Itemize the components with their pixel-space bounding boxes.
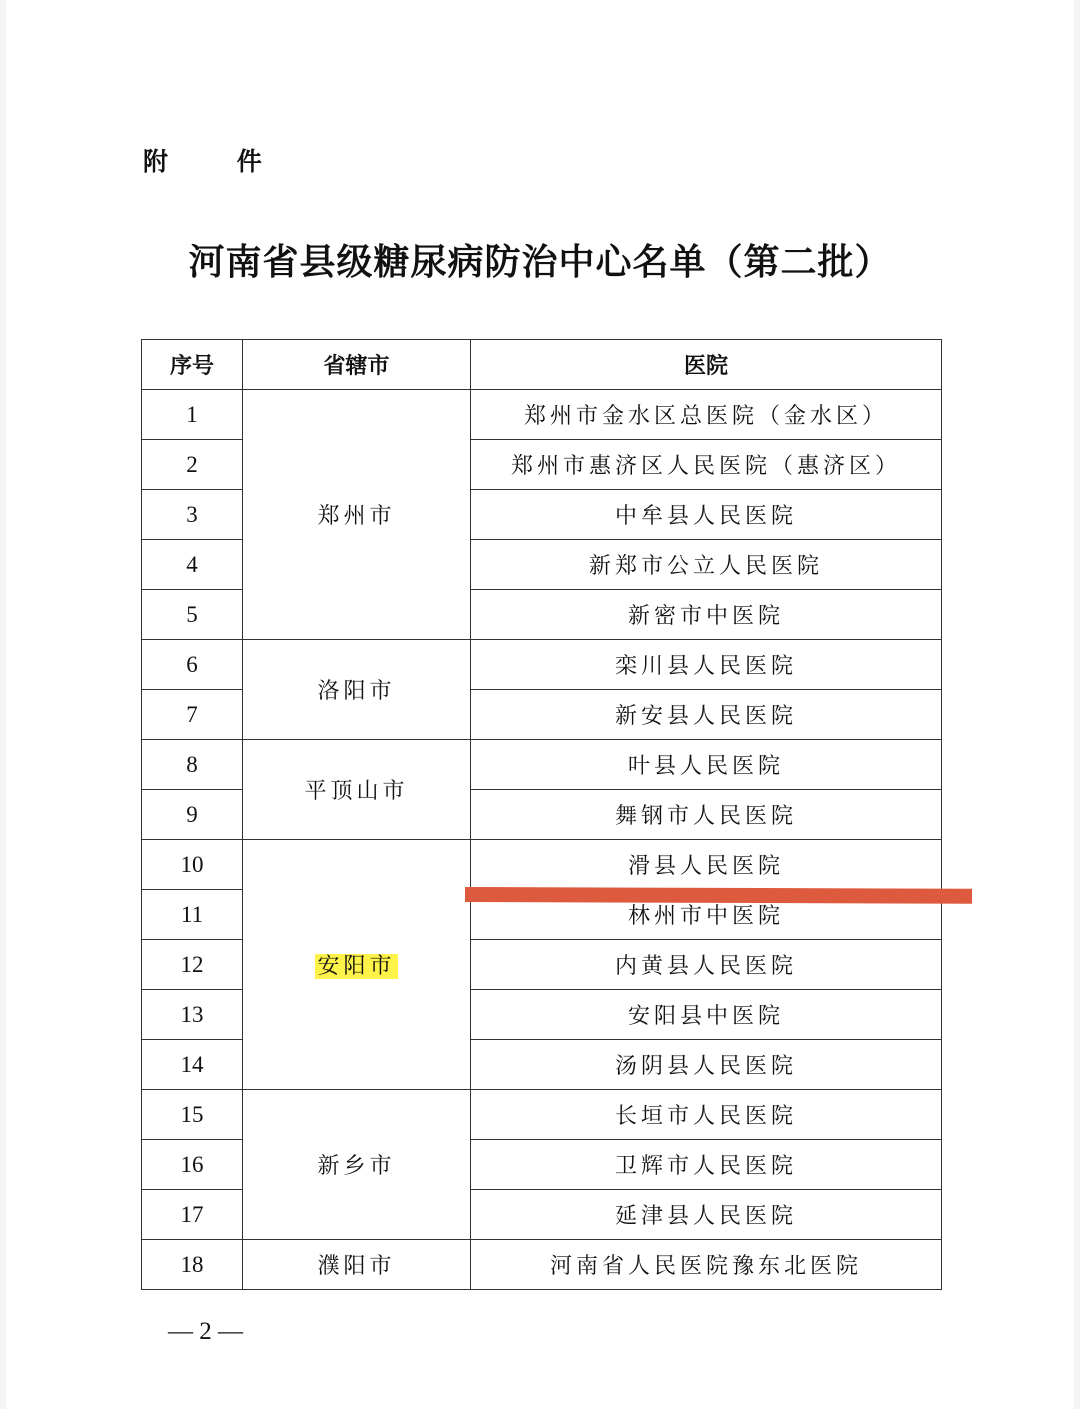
serial-number: 6 [142, 640, 243, 690]
serial-number: 14 [142, 1040, 243, 1090]
hospital-name: 新安县人民医院 [471, 690, 942, 740]
serial-number: 7 [142, 690, 243, 740]
header-serial-number: 序号 [142, 340, 243, 390]
serial-number: 17 [142, 1190, 243, 1240]
header-hospital: 医院 [471, 340, 942, 390]
hospital-name: 林州市中医院 [471, 890, 942, 940]
city-cell-highlighted [243, 840, 471, 1090]
highlighted-city-text: 安阳市 [317, 954, 396, 979]
table-row [142, 840, 942, 890]
table-row [142, 1240, 942, 1290]
document-title: 河南省县级糖尿病防治中心名单（第二批） [188, 242, 892, 283]
hospital-name: 新密市中医院 [471, 590, 942, 640]
city-cell: 郑州市 [243, 390, 471, 640]
serial-number: 1 [142, 390, 243, 440]
page-number: — 2 — [168, 1318, 243, 1345]
table-row [142, 640, 942, 690]
city-cell: 洛阳市 [243, 640, 471, 740]
serial-number: 2 [142, 440, 243, 490]
hospital-name: 长垣市人民医院 [471, 1090, 942, 1140]
hospital-name: 郑州市惠济区人民医院（惠济区） [471, 440, 942, 490]
hospital-name: 卫辉市人民医院 [471, 1140, 942, 1190]
serial-number: 9 [142, 790, 243, 840]
hospital-name: 延津县人民医院 [471, 1190, 942, 1240]
header-city: 省辖市 [243, 340, 471, 390]
table-row [142, 390, 942, 440]
hospital-name: 舞钢市人民医院 [471, 790, 942, 840]
serial-number: 18 [142, 1240, 243, 1290]
serial-number: 15 [142, 1090, 243, 1140]
table-header-row [142, 340, 942, 390]
serial-number: 8 [142, 740, 243, 790]
hospital-name: 新郑市公立人民医院 [471, 540, 942, 590]
hospital-name: 栾川县人民医院 [471, 640, 942, 690]
hospital-name: 安阳县中医院 [471, 990, 942, 1040]
hospital-name: 叶县人民医院 [471, 740, 942, 790]
hospital-name: 滑县人民医院 [471, 840, 942, 890]
hospital-name: 河南省人民医院豫东北医院 [471, 1240, 942, 1290]
serial-number: 4 [142, 540, 243, 590]
table-row [142, 740, 942, 790]
serial-number: 5 [142, 590, 243, 640]
hospital-name: 汤阴县人民医院 [471, 1040, 942, 1090]
hospital-name: 郑州市金水区总医院（金水区） [471, 390, 942, 440]
serial-number: 10 [142, 840, 243, 890]
city-cell: 濮阳市 [243, 1240, 471, 1290]
attachment-label: 附 件 [143, 147, 292, 176]
hospital-table [141, 339, 942, 1290]
serial-number: 3 [142, 490, 243, 540]
table-row [142, 1090, 942, 1140]
serial-number: 12 [142, 940, 243, 990]
city-cell: 平顶山市 [243, 740, 471, 840]
hospital-name: 内黄县人民医院 [471, 940, 942, 990]
serial-number: 11 [142, 890, 243, 940]
serial-number: 13 [142, 990, 243, 1040]
serial-number: 16 [142, 1140, 243, 1190]
city-cell: 新乡市 [243, 1090, 471, 1240]
hospital-name: 中牟县人民医院 [471, 490, 942, 540]
red-underline-mark [465, 887, 972, 904]
